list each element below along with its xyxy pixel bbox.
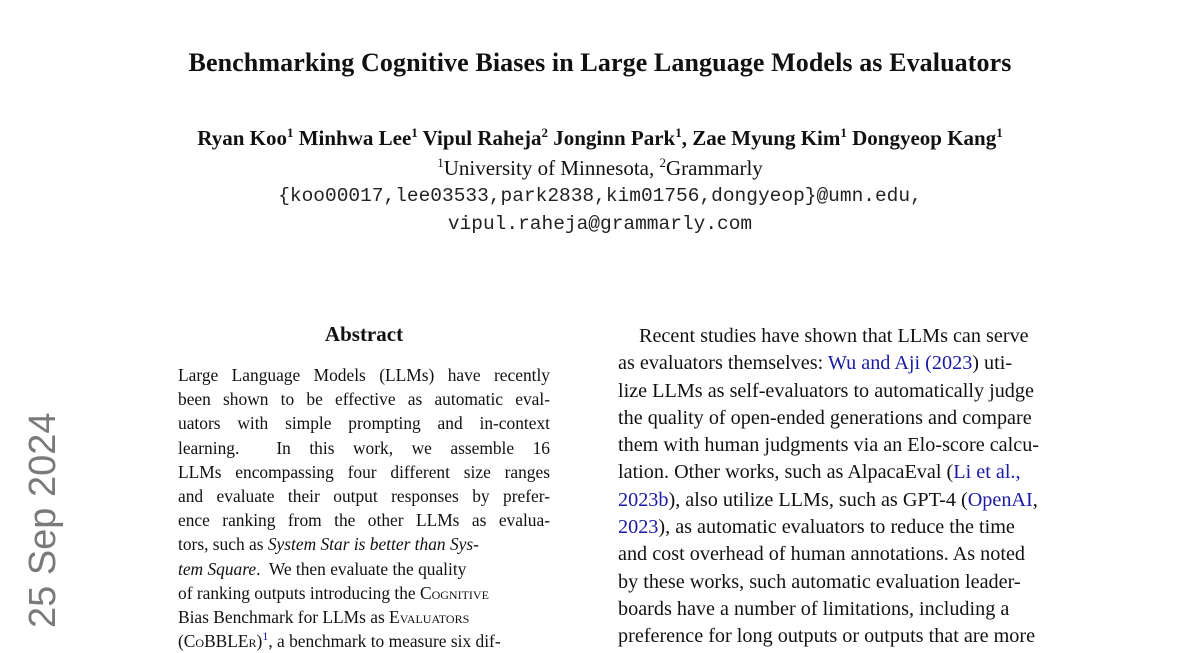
intro-line: as evaluators themselves: Wu and Aji (2023) uti-: [618, 352, 1013, 375]
abstract-line: uators with simple prompting and in-context: [178, 413, 550, 434]
author: Jonginn Park$^1$,: [553, 125, 693, 150]
introduction-text: [618, 323, 1061, 651]
abstract-body: [178, 363, 550, 653]
abstract-line: tem Square. We then evaluate the quality: [178, 558, 467, 579]
citation-link[interactable]: Wu and Aji: [827, 352, 921, 375]
author: Ryan Koo$^1$: [197, 125, 294, 150]
paper-title: Benchmarking Cognitive Biases in Large Language Models as Evaluators: [188, 48, 1012, 77]
citation-link[interactable]: OpenAI: [967, 488, 1033, 511]
author: Zae Myung Kim$^1$: [692, 125, 847, 150]
intro-line: 2023b), also utilize LLMs, such as GPT-4 (OpenAI,: [618, 488, 1038, 511]
abstract-line: been shown to be effective as automatic eval-: [178, 389, 550, 410]
intro-line: and cost overhead of human annotations. As noted: [618, 543, 1026, 566]
abstract-line: of ranking outputs introducing the Cognitive: [178, 582, 489, 603]
affiliations: $^1$University of Minnesota, $^2$Grammarly: [437, 155, 763, 180]
footnote-marker[interactable]: 1: [262, 629, 269, 644]
intro-line: Recent studies have shown that LLMs can serve: [639, 325, 1029, 347]
author: Dongyeop Kang$^1$: [852, 125, 1003, 150]
intro-line: boards have a number of limitations, including a: [618, 597, 1010, 620]
abstract-line: Large Language Models (LLMs) have recently: [178, 365, 550, 385]
abstract-line: ence ranking from the other LLMs as evalua-: [178, 510, 550, 531]
abstract-line: tors, such as System Star is better than Sys-: [178, 534, 479, 555]
abstract-line: Bias Benchmark for LLMs as Evaluators: [178, 606, 470, 627]
abstract-heading: Abstract: [324, 322, 404, 346]
email-line: {koo00017,lee03533,park2838,kim01756,dongyeop}@umn.edu,: [278, 185, 922, 207]
arxiv-date-stamp: 25 Sep 2024: [22, 412, 64, 628]
intro-line: them with human judgments via an Elo-score calcu-: [618, 434, 1040, 457]
author: Vipul Raheja$^2$: [422, 125, 548, 150]
citation-link[interactable]: Li et al.,: [953, 461, 1021, 484]
abstract-line: LLMs encompassing four different size ranges: [178, 461, 550, 482]
intro-line: the quality of open-ended generations and compare: [618, 406, 1032, 429]
intro-line: lation. Other works, such as AlpacaEval (Li et al.,: [618, 461, 1021, 484]
citation-link[interactable]: 2023: [931, 352, 973, 375]
abstract-line: (CoBBLEr)$^1$, a benchmark to measure six dif-: [178, 629, 501, 652]
intro-line: lize LLMs as self-evaluators to automatically judge: [618, 379, 1034, 402]
intro-line: by these works, such automatic evaluation leader-: [618, 570, 1021, 593]
intro-line: preference for long outputs or outputs that are more: [618, 625, 1036, 648]
author-list: [0, 126, 1200, 151]
abstract-line: and evaluate their output responses by prefer-: [178, 485, 550, 506]
email-line: vipul.raheja@grammarly.com: [447, 213, 753, 235]
author: Minhwa Lee$^1$: [298, 125, 418, 150]
citation-link[interactable]: 2023b: [618, 488, 669, 511]
citation-link[interactable]: 2023: [618, 516, 659, 539]
intro-line: 2023), as automatic evaluators to reduce the time: [618, 516, 1015, 539]
abstract-line: learning. In this work, we assemble 16: [178, 437, 550, 458]
